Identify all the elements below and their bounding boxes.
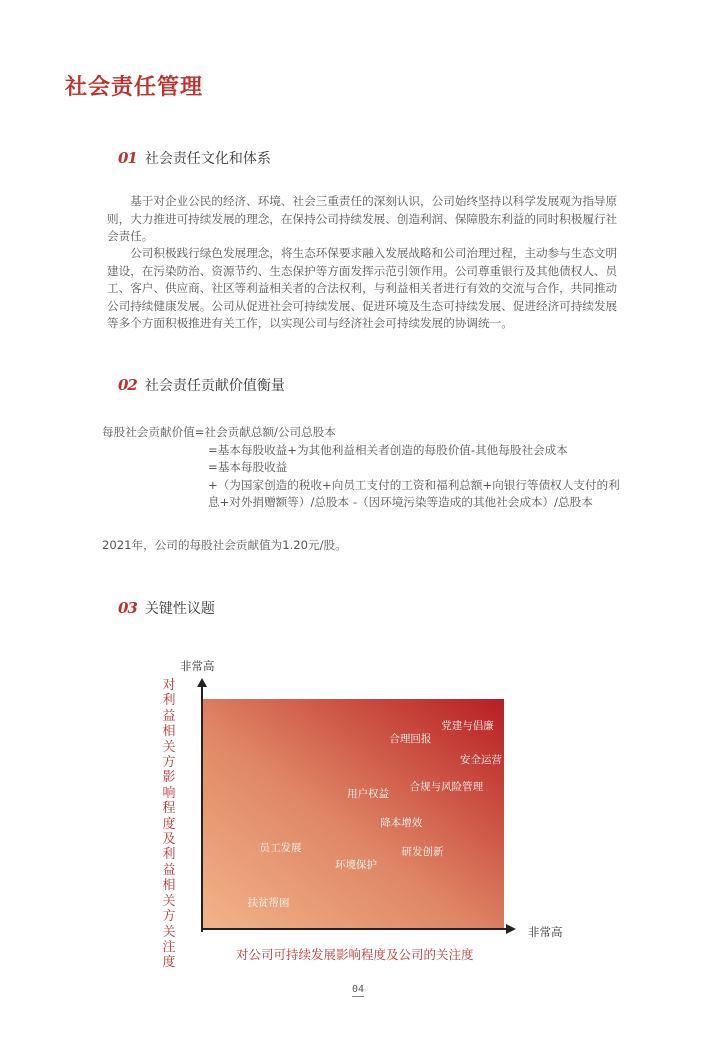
formula-line: =基本每股收益+为其他利益相关者创造的每股价值-其他每股社会成本 — [208, 442, 568, 457]
section-heading-3 — [118, 598, 215, 618]
x-axis-high-label: 非常高 — [528, 925, 563, 939]
formula-line: =基本每股收益 — [208, 460, 288, 474]
paragraph-green-development: 公司积极践行绿色发展理念，将生态环保要求融入发展战略和公司治理过程，主动参与生态文明建设，在污染防治、资源节约、生态保护等方面发挥示范引领作用。公司尊重银行及其他债权人、员工、客户、供应商、社区等利益相关者的合法权利，与利益相关者进行有效的交流与合作，共同推动公司持续健康发展。公司从促进社会可持续发展、促进环境及生态可持续发展、促进经济可持续发展等多个方面积极推进有关工作，以实现公司与经济社会可持续发展的协调统一。 — [107, 246, 618, 330]
x-axis-title: 对公司可持续发展影响程度及公司的关注度 — [236, 947, 474, 962]
x-axis-arrow-icon — [506, 924, 516, 934]
formula-line: +（为国家创造的税收+向员工支付的工资和福利总额+向银行等债权人支付的利息+对外捐赠额等）/总股本 -（因环境污染等造成的其他社会成本）/总股本 — [208, 477, 620, 509]
issue-label: 环境保护 — [335, 858, 378, 871]
per-share-value-result: 2021年，公司的每股社会贡献值为1.20元/股。 — [102, 538, 347, 552]
value-formula — [102, 424, 642, 512]
issue-label: 员工发展 — [259, 842, 302, 855]
issue-label: 研发创新 — [401, 846, 444, 859]
formula-line: 每股社会贡献价值=社会贡献总额/公司总股本 — [102, 425, 336, 439]
issue-label: 党建与倡廉 — [441, 720, 494, 733]
issue-label: 用户权益 — [347, 787, 390, 800]
y-axis-title: 对利益相关方影响程度及利益相关方关注度 — [162, 678, 176, 971]
section-heading-1 — [118, 148, 271, 168]
section-title: 社会责任文化和体系 — [144, 151, 271, 167]
matrix-gradient-area — [202, 699, 504, 929]
y-axis — [201, 684, 203, 932]
section-title: 社会责任贡献价值衡量 — [144, 378, 285, 394]
issue-label: 安全运营 — [460, 753, 502, 766]
y-axis-arrow-icon — [197, 678, 207, 687]
materiality-matrix — [160, 652, 580, 972]
page-title: 社会责任管理 — [65, 75, 204, 100]
issue-label: 合规与风险管理 — [409, 781, 484, 794]
page-number: 04 — [352, 984, 365, 995]
issue-label: 降本增效 — [380, 816, 423, 829]
section-number: 03 — [118, 599, 137, 617]
section-heading-2 — [118, 375, 285, 395]
issue-label: 合理回报 — [389, 732, 432, 745]
section-title: 关键性议题 — [144, 601, 215, 617]
section-number: 02 — [118, 376, 137, 394]
paragraph-culture-intro: 基于对企业公民的经济、环境、社会三重责任的深刻认识，公司始终坚持以科学发展观为指导原则，大力推进可持续发展的理念，在保持公司持续发展、创造利润、保障股东利益的同时积极履行社会责任。 — [107, 194, 618, 243]
y-axis-high-label: 非常高 — [180, 659, 215, 673]
x-axis — [201, 928, 508, 930]
section-number: 01 — [118, 149, 137, 167]
issue-label: 扶贫帮困 — [247, 896, 290, 909]
